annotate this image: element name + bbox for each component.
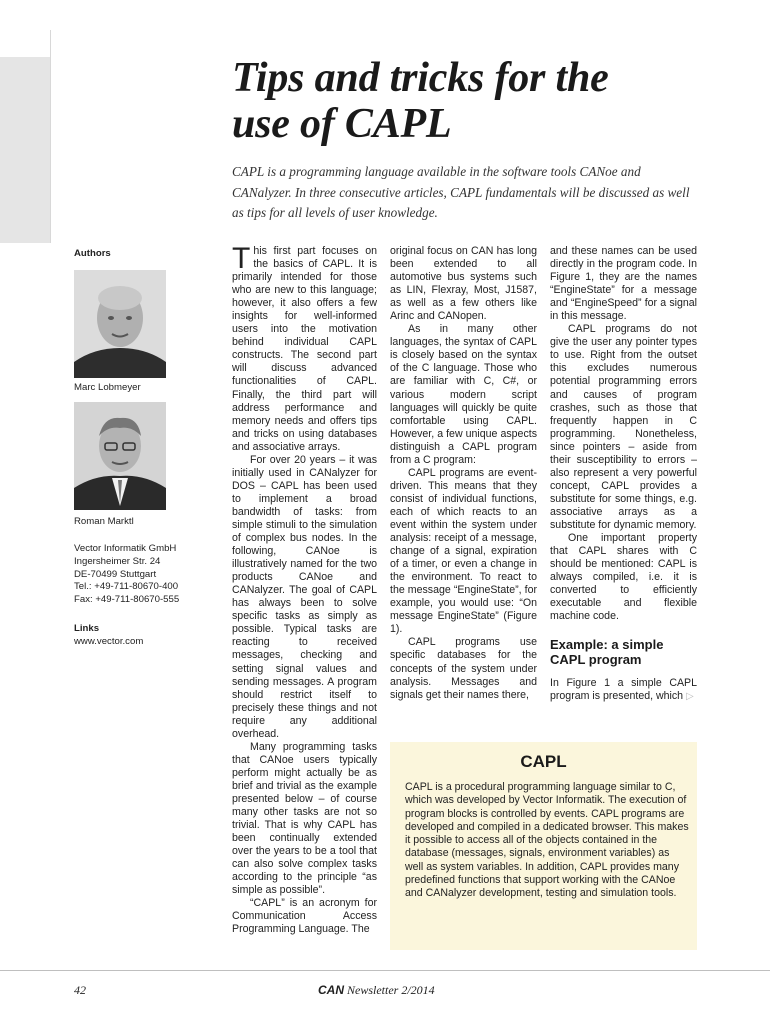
info-box-body: CAPL is a procedural programming language similar to C, which was developed by Vector Informatik. The execution of program blocks is controlled by events. CAPL programs are developed and compiled in a dedicated browser. This makes it possible to access all of the objects contained in the database (messages, signals, environment variables) as well as system variables. In addition, CAPL provides many predefined functions that support working with the CANoe and CANalyzer development, testing and simulation tools. <box>405 781 689 900</box>
body-column-3 <box>550 245 697 703</box>
paragraph-text: In Figure 1 a simple CAPL program is presented, which <box>550 677 697 703</box>
issue-label: Newsletter 2/2014 <box>347 983 435 997</box>
margin-tab <box>0 57 50 243</box>
section-subheading: Example: a simple CAPL program <box>550 637 664 668</box>
paragraph: “CAPL” is an acronym for Communication Access Programming Language. The <box>232 897 377 936</box>
telephone: Tel.: +49-711-80670-400 <box>74 581 179 593</box>
paragraph <box>550 677 697 703</box>
article-title <box>232 55 732 147</box>
title-line-2: use of CAPL <box>232 101 452 147</box>
capl-info-box <box>390 742 697 950</box>
body-column-1 <box>232 242 377 936</box>
article-lead: CAPL is a programming language available in the software tools CANoe and CANalyzer. In three consecutive articles, CAPL fundamentals will be discussed as well as tips for all levels of user knowledge. <box>232 164 690 220</box>
paragraph: Many programming tasks that CANoe users typically perform might actually be as brief and trivial as the example presented below – of course many other tasks are not so trivial. That is why CAPL has been continually extended over the years to be a tool that can also solve complex tasks according to the principle “as simple as possible”. <box>232 740 377 897</box>
paragraph: and these names can be used directly in the program code. In Figure 1, they are the names “EngineState” for a message and “EngineSpeed” for a signal in this message. <box>550 245 697 323</box>
drop-cap: T <box>232 242 251 275</box>
portrait-image <box>74 402 166 510</box>
author-photo-marktl <box>74 402 166 510</box>
paragraph <box>232 242 377 454</box>
footer-rule <box>0 970 770 971</box>
continue-arrow-icon: ▷ <box>686 691 694 703</box>
company-name: Vector Informatik GmbH <box>74 543 177 554</box>
can-logo: CAN <box>318 983 344 997</box>
paragraph: original focus on CAN has long been extended to all automotive bus systems such as LIN, Flexray, Most, J1587, as well as a few others like Arinc and CANopen. <box>390 245 537 323</box>
link-url: www.vector.com <box>74 636 144 647</box>
fax: Fax: +49-711-80670-555 <box>74 594 180 606</box>
portrait-image <box>74 270 166 378</box>
info-box-title: CAPL <box>520 752 567 771</box>
contact-block <box>74 543 179 607</box>
city-address: DE-70499 Stuttgart <box>74 568 157 580</box>
author-name-1: Marc Lobmeyer <box>74 382 141 393</box>
paragraph: For over 20 years – it was initially used in CANalyzer for DOS – CAPL has been used to implement a broad bandwidth of tasks: from simple stimuli to the simulation of complex bus nodes. In the following, CANoe is illustratively named for the two products CANoe and CANalyzer. The goal of CAPL has always been to solve specific tasks as simply as possible. Typical tasks are reacting to received messages, checking and setting signal values and sending messages. A program should restrict itself to precisely these things and not require any additional overhead. <box>232 453 377 740</box>
page-number: 42 <box>74 983 86 997</box>
body-column-2 <box>390 245 537 702</box>
street-address: Ingersheimer Str. 24 <box>74 555 161 567</box>
paragraph: As in many other languages, the syntax of CAPL is closely based on the syntax of the C language. Those who are familiar with C, C#, or various modern script languages will quickly be quite comfortable using CAPL. However, a few unique aspects distinguish a CAPL program from a C program: <box>390 323 537 466</box>
paragraph: CAPL programs use specific databases for the concepts of the system under analysis. Messages and signals get their names there, <box>390 636 537 701</box>
footer-issue <box>318 983 435 998</box>
margin-rule <box>50 30 51 243</box>
paragraph: CAPL programs are event-driven. This means that they consist of individual functions, each of which reacts to an event within the system under analysis: receipt of a message, change of a signal, expiration of a timer, or even a change in the environment. To react to the message “EngineState”, for example, you would use: “On message EngineState” (Figure 1). <box>390 466 537 636</box>
links-heading: Links <box>74 623 100 634</box>
title-line-1: Tips and tricks for the <box>232 55 609 101</box>
author-name-2: Roman Marktl <box>74 516 134 527</box>
paragraph: One important property that CAPL shares with C should be mentioned: CAPL is always compiled, i.e. it is converted to efficiently executable and flexible machine code. <box>550 532 697 623</box>
paragraph: CAPL programs do not give the user any pointer types to use. Right from the outset this excludes numerous potential programming errors and causes of program crashes, such as those that frequently happen in C programming. Nonetheless, since pointers – aside from their susceptibility to errors – also represent a very powerful concept, CAPL provides a substitute for some things, e.g. associative arrays as a substitute for dynamic memory. <box>550 323 697 531</box>
authors-heading: Authors <box>74 248 111 259</box>
author-photo-lobmeyer <box>74 270 166 378</box>
paragraph-text: his first part focuses on the basics of CAPL. It is primarily intended for those who are new to this language; however, it also offers a few insights for well-informed users into the motivation behind individual CAPL constructs. The second part will discuss advanced functionalities of CAPL. Finally, the third part will address performance and memory needs and offers tips and tricks on using databases and associative arrays. <box>232 245 377 453</box>
